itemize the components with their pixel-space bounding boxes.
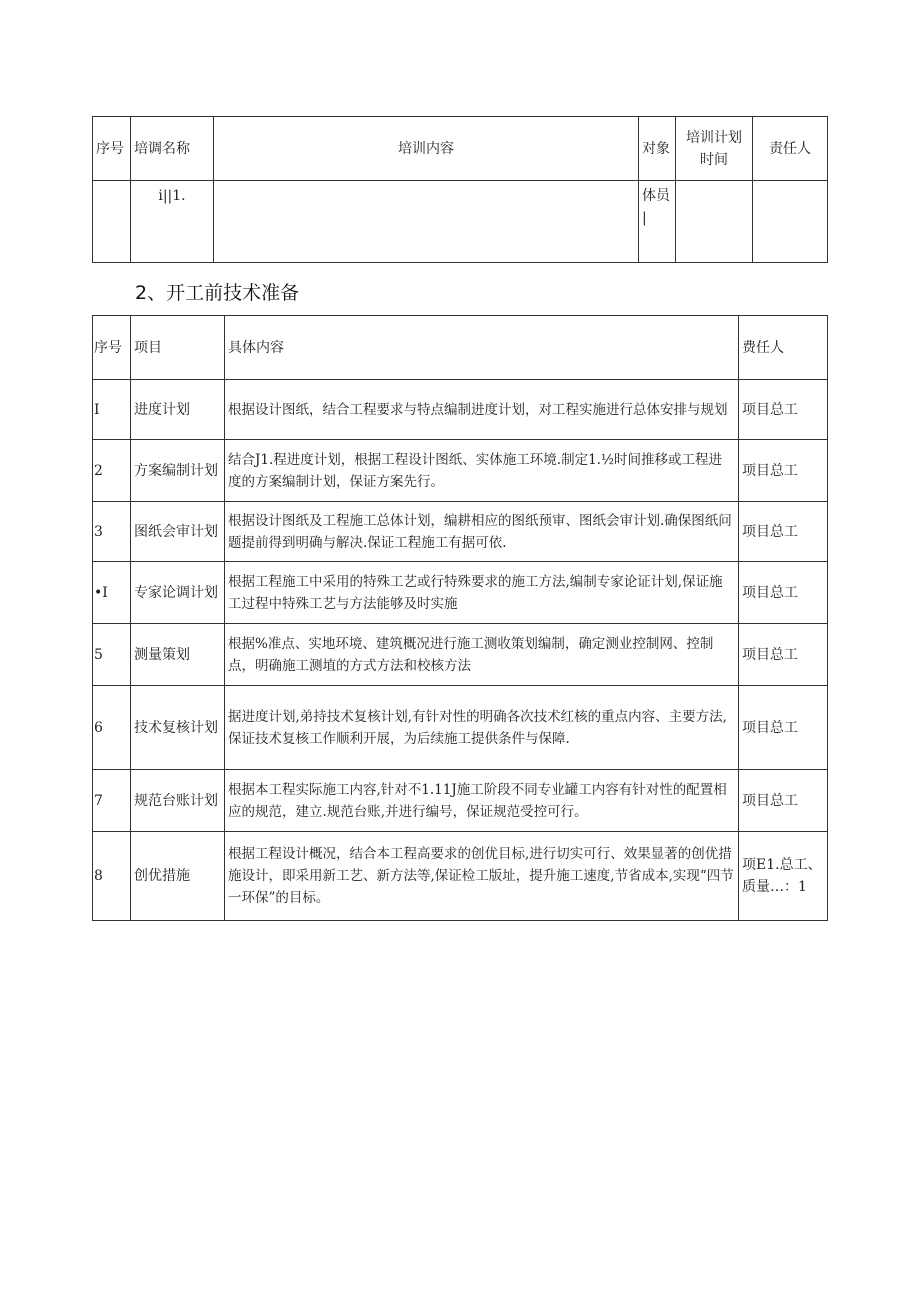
header-item: 项目 <box>131 316 225 380</box>
header-target: 对象 <box>639 117 676 181</box>
cell-item: 技术复核计划 <box>131 686 225 770</box>
cell-content: 根据设计图纸，结合工程要求与特点编制进度计划，对工程实施进行总体安排与规划 <box>225 380 739 440</box>
cell-seq <box>93 181 131 263</box>
cell-seq: 2 <box>93 440 131 502</box>
cell-owner: 项目总工 <box>739 624 828 686</box>
cell-content: 根据工程设计概况，结合本工程高要求的创优目标,进行切实可行、效果显著的创优措施设计，即采用新工艺、新方法等,保证检工版址，提升施工速度,节省成本,实现“四节一环保”的目标。 <box>225 832 739 921</box>
tech-prep-table <box>92 315 828 921</box>
section-title: 2、开工前技术准备 <box>135 282 300 304</box>
cell-owner: 项E1.总工、质量…：1 <box>739 832 828 921</box>
cell-item: 图纸会审计划 <box>131 502 225 562</box>
cell-name: i||1. <box>131 181 214 263</box>
cell-item: 规范台账计划 <box>131 770 225 832</box>
cell-seq: •I <box>93 562 131 624</box>
cell-item: 创优措施 <box>131 832 225 921</box>
cell-content: 根据本工程实际施工内容,针对不1.11J施工阶段不同专业罐工内容有针对性的配置相应的规范，建立.规范台账,并进行编号，保证规范受控可行。 <box>225 770 739 832</box>
table-row <box>93 686 828 770</box>
cell-owner <box>753 181 828 263</box>
header-content: 培训内容 <box>214 117 639 181</box>
cell-owner: 项目总工 <box>739 686 828 770</box>
header-name: 培调名称 <box>131 117 214 181</box>
training-table <box>92 116 828 263</box>
table-row <box>93 440 828 502</box>
table-row <box>93 770 828 832</box>
table-row <box>93 380 828 440</box>
cell-seq: 7 <box>93 770 131 832</box>
cell-target <box>639 181 676 263</box>
cell-seq: 5 <box>93 624 131 686</box>
table-row <box>93 562 828 624</box>
cell-seq: 3 <box>93 502 131 562</box>
table-row <box>93 832 828 921</box>
cell-owner: 项目总工 <box>739 440 828 502</box>
cell-plan-time <box>676 181 753 263</box>
header-plan-time-line1: 培训计划 <box>686 129 742 146</box>
cell-item: 方案编制计划 <box>131 440 225 502</box>
header-seq: 序号 <box>93 117 131 181</box>
header-content: 具体内容 <box>225 316 739 380</box>
cell-content: 根据工程施工中采用的特殊工艺或行特殊要求的施工方法,编制专家论证计划,保证施工过程中特殊工艺与方法能够及时实施 <box>225 562 739 624</box>
table-row <box>93 502 828 562</box>
cell-owner: 项目总工 <box>739 502 828 562</box>
cell-seq: I <box>93 380 131 440</box>
cell-item: 测量策划 <box>131 624 225 686</box>
cell-item: 进度计划 <box>131 380 225 440</box>
cell-target-line1: 体员 <box>642 188 670 204</box>
header-plan-time <box>676 117 753 181</box>
cell-seq: 8 <box>93 832 131 921</box>
cell-content <box>214 181 639 263</box>
tech-prep-table-header <box>93 316 828 380</box>
cell-seq: 6 <box>93 686 131 770</box>
cell-owner: 项目总工 <box>739 380 828 440</box>
training-table-header <box>93 117 828 181</box>
cell-owner: 项目总工 <box>739 562 828 624</box>
header-seq: 序号 <box>93 316 131 380</box>
cell-owner: 项目总工 <box>739 770 828 832</box>
cell-content: 据进度计划,弟持技术复核计划,有针对性的明确各次技术红核的重点内容、主要方法,保证技术复核工作顺利开展，为后续施工提供条件与保障. <box>225 686 739 770</box>
cell-content: 根据%准点、实地环境、建筑概况进行施工测收策划编制，确定测业控制网、控制点，明确施工测埴的方式方法和校核方法 <box>225 624 739 686</box>
header-owner: 费任人 <box>739 316 828 380</box>
cell-target-line2: | <box>642 210 647 226</box>
cell-content: 结合J1.程进度计划，根据工程设计图纸、实体施工环境.制定1.½时间推移或工程进度的方案编制计划，保证方案先行。 <box>225 440 739 502</box>
header-plan-time-line2: 时间 <box>700 151 728 168</box>
table-row <box>93 624 828 686</box>
table-row <box>93 181 828 263</box>
cell-item: 专家论调计划 <box>131 562 225 624</box>
cell-content: 根据设计图纸及工程施工总体计划，编耕相应的图纸预审、图纸会审计划.确保图纸问题提前得到明确与解决.保证工程施工有据可依. <box>225 502 739 562</box>
header-owner: 责任人 <box>753 117 828 181</box>
